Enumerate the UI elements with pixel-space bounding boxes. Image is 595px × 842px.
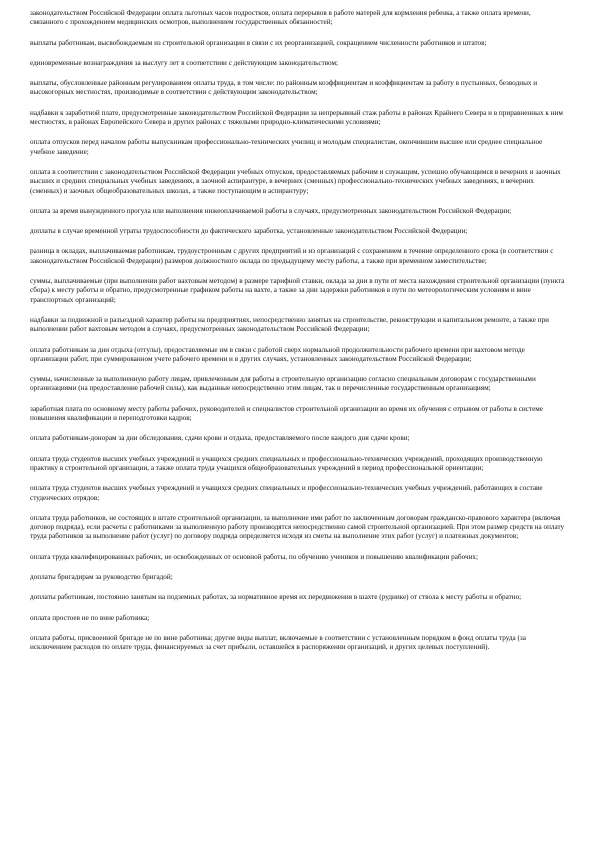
paragraph: законодательством Российской Федерации оплата льготных часов подростков, оплата перерывов в работе матерей для кормления ребенка, а также оплата времени, связанного с прохождением медицинских осмотров, выполнением государственных обязанностей;: [30, 9, 531, 27]
paragraph: выплаты работникам, высвобождаемым из строительной организации в связи с их реорганизацией, сокращением численности работников и штатов;: [30, 38, 487, 47]
paragraph: оплата работникам за дни отдыха (отгулы), предоставляемые им в связи с работой сверх нормальной продолжительности рабочего времени при вахтовом методе организации работ, при суммированном учете рабочего времени и в других случаях, установленных законодательством Российской Федерации;: [30, 345, 525, 363]
paragraph: выплаты, обусловленные районным регулированием оплаты труда, в том числе: по районным коэффициентам и коэффициентам за работу в пустынных, безводных и высокогорных местностях, производимые в соответствии с действующим законодательством;: [30, 79, 538, 97]
paragraph: доплаты бригадирам за руководство бригадой;: [30, 572, 173, 581]
paragraph: оплата отпусков перед началом работы выпускникам профессионально-технических училищ и молодым специалистам, окончившим высшее или среднее специальное учебное заведение;: [30, 138, 543, 156]
paragraph: оплата труда работников, не состоящих в штате строительной организации, за выполнение ими работ по заключенным договорам гражданско-правового характера (включая договор подряда), если расчеты с работниками за выполненную работу производятся непосредственно самой строительной организацией. При этом размер средств на оплату труда работников за выполнение работ (услуг) по договору подряда определяется исходя из сметы на выполнение этих работ (услуг) и платежных документов;: [30, 513, 565, 541]
paragraph: суммы, выплачиваемые (при выполнении работ вахтовым методом) в размере тарифной ставки, оклада за дни в пути от места нахождения строительной организации (пункта сбора) к месту работы и обратно, предусмотренные графиком работы на вахте, а также за дни задержки работников в пути по метеорологическим условиям и вине транспортных организаций;: [30, 277, 565, 304]
paragraph: разница в окладах, выплачиваемая работникам, трудоустроенным с других предприятий и из организаций с сохранением в течение определенного срока (в соответствии с законодательством Российской Федерации) размеров должностного оклада по предыдущему месту работы, а также при временном заместительстве;: [30, 247, 554, 265]
paragraph: надбавки к заработной плате, предусмотренные законодательством Российской Федерации за непрерывный стаж работы в районах Крайнего Севера и в приравненных к ним местностях, в районах Европейского Севера и других районах с тяжелыми природно-климатическими условиями;: [30, 108, 563, 127]
paragraph: заработная плата по основному месту работы рабочих, руководителей и специалистов строительной организации во время их обучения с отрывом от работы в системе повышения квалификации и переподготовки кадров;: [30, 404, 543, 423]
paragraph: доплаты работникам, постоянно занятым на подземных работах, за нормативное время их передвижения в шахте (руднике) от ствола к месту работы и обратно;: [30, 593, 522, 602]
paragraph: оплата работы, присвоенной бригаде не по вине работника; другие виды выплат, включаемые в соответствии с установленным порядком в фонд оплаты труда (за исключением расходов по оплате труда, финансируемых за счет прибыли, оставшейся в распоряжении организаций, и других целевых поступлений).: [30, 633, 526, 652]
paragraph: оплата труда квалифицированных рабочих, не освобожденных от основной работы, по обучению учеников и повышению квалификации рабочих;: [30, 552, 479, 561]
paragraph: доплаты в случае временной утраты трудоспособности до фактического заработка, установленные законодательством Российской Федерации;: [30, 227, 468, 236]
paragraph: надбавки за подвижной и разъездной характер работы на предприятиях, непосредственно занятых на строительстве, реконструкции и капитальном ремонте, а также при выполнении работ вахтовым методом в случаях, предусмотренных законодательством Российской Федерации;: [30, 315, 549, 334]
paragraph: оплата простоев не по вине работника;: [30, 613, 150, 622]
paragraph: оплата труда студентов высших учебных учреждений и учащихся средних специальных и профессионально-технических учебных учреждений, работающих в составе студенческих отрядов;: [30, 484, 543, 502]
paragraph: единовременные вознаграждения за выслугу лет в соответствии с действующим законодательством;: [30, 58, 339, 67]
paragraph: оплата работникам-донорам за дни обследования, сдачи крови и отдыха, предоставляемого после каждого дня сдачи крови;: [30, 434, 410, 443]
paragraph: оплата труда студентов высших учебных учреждений и учащихся средних специальных и профессионально-технических учреждений, проходящих производственную практику в строительной организации, а также оплата труда учащихся общеобразовательных учреждений в период профессиональной ориентации;: [30, 454, 543, 472]
paragraph: суммы, начисленные за выполненную работу лицам, привлеченным для работы в строительную организацию согласно специальным договорам с государственными организациями (на предоставление рабочей силы), как выданные непосредственно этим лицам, так и перечисленные государственным организациям;: [30, 375, 536, 393]
paragraph: оплата за время вынужденного прогула или выполнения нижеоплачиваемой работы в случаях, предусмотренных законодательством Российской Федерации;: [30, 206, 512, 215]
paragraph: оплата в соответствии с законодательством Российской Федерации учебных отпусков, предоставляемых рабочим и служащим, успешно обучающимся в вечерних и заочных высших и средних специальных учебных заведениях, в заочной аспирантуре, в вечерних (сменных) профессионально-технических учебных заведениях, в вечерних (сменных) и заочных общеобразовательных школах, а также поступающим в аспирантуру;: [30, 167, 561, 195]
